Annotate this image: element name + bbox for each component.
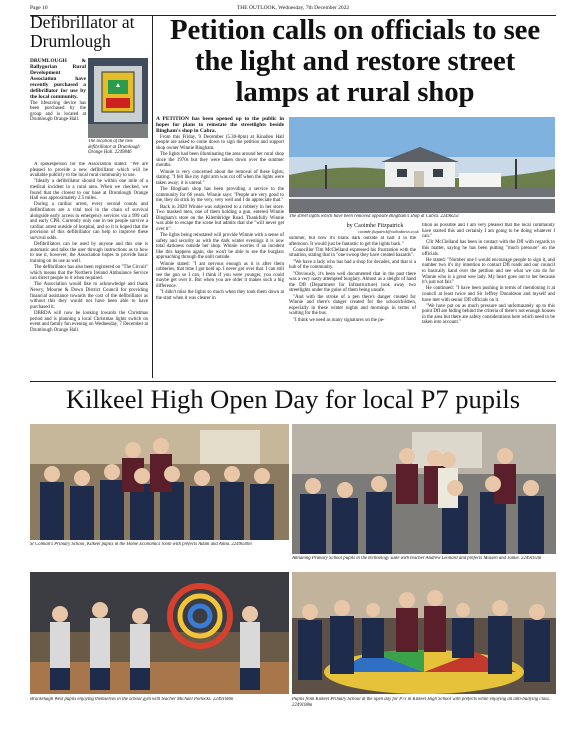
petition-paragraph: Winnie stated: "I am nervous enough as it is after them robberies, that time I got held up. I never got over that. I can still see the gun so I can, I think if you were younger, you could maybe get over it. But when you are older it makes such a big difference.: [156, 261, 284, 289]
petition-photo-caption: The street lights which have been removed opposite Bingham's shop at Cabra. 2249825c: [289, 214, 460, 219]
petition-lead: A PETITION has been opened up to the public in hopes for plans to reinstate the streetlights beside Bingham's shop in Cabra.: [156, 116, 284, 134]
petition-headline: Petition calls on officials to see the light and restore street lamps at rural shop: [169, 14, 541, 108]
kilkeel-caption-3: Brackenagh West pupils enjoying themselves in the school gym with teacher Michael Pollocks. 2249108m: [30, 697, 234, 702]
petition-paragraph: The lights being reinstated will provide Winnie with a sense of safety and security as with the dark winter evenings it is now total darkness outside her shop. Winnie worries if an incident like this happens again, she won't be able to see the burglars approaching through the unlit outside.: [156, 233, 284, 261]
defib-body: [30, 162, 148, 380]
petition-paragraph: "And with the stroke of a pen there's danger created for Winnie and there's danger created for the schoolchildren, especially in these winter nights and mornings in terms of waiting for the bus.: [289, 294, 416, 317]
defib-headline: Defibrillator at Drumlough: [30, 12, 135, 51]
defib-paragraph: During a cardiac arrest, every second counts and defibrillators are a vital tool in the chain of survival alongside early access to emergency services via a 999 call and early CPR. Currently only one in ten people survive a cardiac arrest outside of hospital, and so it is hoped that the provision of this defibrillator can help to improve these survival odds.: [30, 202, 148, 241]
defib-paragraph: Defibrillators can be used by anyone and this one is automatic and talks the user through instructions as to how to use it, however, the Association hopes to provide basic training on its use as well.: [30, 242, 148, 264]
defib-paragraph: The defibrillator has also been registered on "The Circuit" which means that the Northern Ireland Ambulance Service can direct people to it when required.: [30, 265, 148, 282]
defib-photo: [88, 58, 148, 138]
petition-col2: [289, 236, 416, 378]
petition-email: caoimhe.fitzpatrick@outlooknews.co.uk: [358, 230, 419, 234]
kilkeel-photo-anti-bullying: [292, 572, 556, 694]
petition-paragraph: "I didn't miss the lights so much when they took them down at the start when it was clearer in: [156, 290, 284, 301]
petition-paragraph: From this Friday, 9 December (5.30-8pm) at Kinallen Hall people are asked to come down to sign the petition and support shop owner Winnie Bingham.: [156, 134, 284, 151]
section-rule: [30, 381, 556, 382]
publication-line: THE OUTLOOK, Wednesday, 7th December 2022: [236, 5, 350, 11]
petition-paragraph: summer, but now it's black dark outside at half 4 in the afternoon. It would just be fantastic to get the lights back.": [289, 236, 416, 247]
petition-col3: [422, 223, 555, 378]
petition-paragraph: Cllr McClelland has been in contact with the DfI with regards to this matter, saying he has been putting "much pressure" on the officials.: [422, 240, 555, 257]
petition-paragraph: "I think we need as many signatures on the pe-: [293, 317, 385, 323]
petition-paragraph: "We have put on as much pressure and unfortunately up to this point DfI are hiding behind the criteria of there's not enough houses in the area but there are safety considerations here which need to be taken into account.": [422, 303, 555, 326]
kilkeel-photo-gym: [30, 572, 289, 694]
petition-byline: by Caoimhe Fitzpatrick: [346, 223, 404, 229]
column-divider: [152, 16, 153, 378]
petition-paragraph: tition as possible and I am very pleased that the local community have started this and certainly I am going to be doing whatever I can.": [422, 223, 555, 240]
petition-paragraph: Back in 2020 Winnie was subjected to a robbery in her store. Two masked men, one of them holding a gun, entered Winnie Bingham's store on the Kilembridge Road. Thankfully Winnie was able to escape the scene but admits that she "will never get over it".: [156, 204, 284, 232]
petition-paragraph: He continued: "I have been pushing in terms of mentioning it at council at least twice and Sir Jeffrey Donaldson and myself and have met with senior DfI officials on it.: [422, 286, 555, 303]
kilkeel-caption-2: Annalong Primary School pupils in the technology suite with teacher Andrew Leonard and prefects Maisen and Jamie. 2249102m: [292, 556, 542, 561]
petition-paragraph: Councillor Tim McClelland expressed his frustration with the situation, stating that in "one swoop they have created hazards".: [289, 247, 416, 259]
petition-paragraph: "Obviously, it's been well documented that in the past there was a very nasty attempted burglary. Almost as a sleight of hand the DfI (Department for Infrastructure) took away two streetlights under the guise of them being unsafe.: [289, 271, 416, 294]
petition-paragraph: "We have a lady who has had a shop for decades, and that is a hub of the community.: [289, 259, 416, 271]
page-number: Page 10: [30, 5, 48, 11]
petition-photo: [289, 117, 555, 213]
defib-paragraph: "Ideally a defibrillator should be within one mile of a medical incident in a rural area. When we checked, we found that the closest to our base at Drumlough Orange Hall was approximately 2.5 miles.: [30, 179, 148, 202]
defib-paragraph: DBRDA will now be looking towards the Christmas period and is planning a local Christmas lights switch on event and family fun evening on Wednesday, 7 December at Drumlough Orange Hall.: [30, 311, 148, 333]
defib-photo-caption: The location of the new defibrillator at Drumlough Orange Hall. 2249846: [88, 139, 140, 155]
petition-paragraph: He stated: "Number one I would encourage people to sign it, and number two it's my intention to contact DfI roads and our council to basically hand over the petition and see what we can do for Winnie who is a great wee lady. My heart goes out to her because it's just not fair.": [422, 257, 555, 286]
defib-paragraph: A spokesperson for the Association stated: "We are pleased to provide a new defibrillator which will be available publicly to the local rural community to use.: [30, 162, 148, 179]
petition-paragraph: The Bingham shop has been providing a service to the community for 66 years. Winnie says: "People are very good to me, they do stick by me very, very well and I do appreciate that.": [156, 187, 284, 204]
kilkeel-photo-home-economics: [30, 424, 289, 540]
defib-paragraph: The Association would like to acknowledge and thank Newry, Mourne & Down District Council for providing financial assistance towards the cost of the defibrillator as without this they would not have been able to have purchased it.: [30, 282, 148, 310]
defib-lead: DRUMLOUGH & Ballygorian Rural Development Association have recently purchased a defibrillator for use by the local community.: [30, 58, 86, 100]
kilkeel-photo-technology: [292, 424, 556, 554]
petition-paragraph: Winnie is very concerned about the removal of these lights, stating: "I felt like my right arm was cut off when the lights were taken away; it is unreal.": [156, 169, 284, 186]
kilkeel-caption-4: Pupils from Kilkeel Primary School at the open day for P7s in Kilkeel High School with prefects while enjoying an anti-bullying class. 2249108m: [292, 697, 551, 708]
petition-col1: [156, 116, 284, 378]
kilkeel-headline: Kilkeel High Open Day for local P7 pupils: [65, 384, 521, 414]
defib-intro: The lifesaving device has been purchased by the group and is located at Drumlough Orange Hall.: [30, 100, 86, 123]
petition-paragraph: The lights had been illuminating the area around her rural shop since the 1970s but they were taken down over the summer months.: [156, 152, 284, 169]
defib-lead-block: [30, 58, 86, 138]
kilkeel-caption-1: St Colman's Primary School, Kilkeel pupils in the Home Economics room with prefects Adam and Anna. 2249030m: [30, 542, 252, 547]
